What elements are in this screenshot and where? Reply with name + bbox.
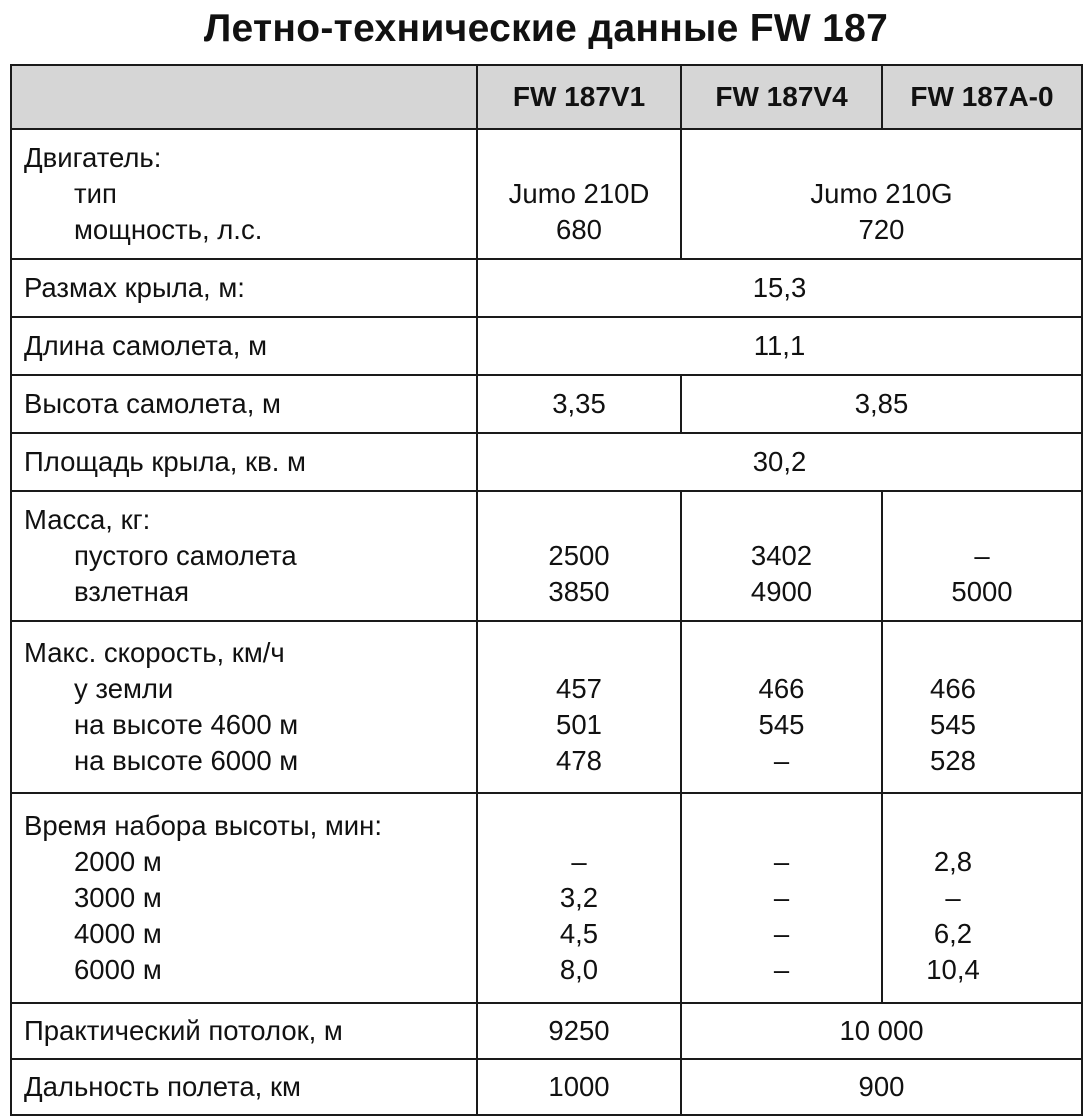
climb-3000-label: 3000 м	[74, 882, 162, 913]
table-row-climb	[11, 793, 1082, 1003]
mass-a0-takeoff: 5000	[951, 576, 1013, 607]
speed-v4-ground: 466	[758, 673, 805, 704]
speed-ground-label: у земли	[74, 673, 174, 704]
speed-label: Макс. скорость, км/ч	[24, 637, 285, 668]
engine-power-label: мощность, л.с.	[74, 214, 263, 245]
climb-v1-cell	[477, 793, 681, 1003]
engine-label: Двигатель:	[24, 142, 162, 173]
speed-4600-label: на высоте 4600 м	[74, 709, 299, 740]
row-label-ceiling: Практический потолок, м	[11, 1003, 477, 1059]
engine-v1-type: Jumo 210D	[508, 178, 650, 209]
speed-v4-6000: –	[773, 745, 790, 776]
row-label-climb	[11, 793, 477, 1003]
table-row-height	[11, 375, 1082, 433]
speed-a0-4600: 545	[930, 709, 976, 740]
climb-v4-cell	[681, 793, 882, 1003]
mass-v1-empty: 2500	[548, 540, 610, 571]
speed-v1-ground: 457	[556, 673, 602, 704]
speed-v1-4600: 501	[556, 709, 602, 740]
table-row-length	[11, 317, 1082, 375]
header-corner-cell	[11, 65, 477, 129]
climb-a0-4000: 6,2	[933, 918, 973, 949]
ceiling-v1-value: 9250	[477, 1003, 681, 1059]
engine-v4a0-type: Jumo 210G	[810, 178, 953, 209]
climb-label: Время набора высоты, мин:	[24, 810, 382, 841]
speed-6000-label: на высоте 6000 м	[74, 745, 299, 776]
table-row-mass	[11, 491, 1082, 621]
table-row-engine	[11, 129, 1082, 259]
climb-4000-label: 4000 м	[74, 918, 162, 949]
speed-v4-4600: 545	[758, 709, 805, 740]
speed-a0-cell	[882, 621, 1082, 793]
mass-a0-empty: –	[974, 540, 990, 571]
table-row-wingspan	[11, 259, 1082, 317]
mass-v1-cell	[477, 491, 681, 621]
mass-v1-takeoff: 3850	[548, 576, 610, 607]
climb-a0-2000: 2,8	[933, 846, 973, 877]
table-row-wing-area	[11, 433, 1082, 491]
column-header-v1: FW 187V1	[477, 65, 681, 129]
engine-v4a0-cell	[681, 129, 1082, 259]
speed-v1-cell	[477, 621, 681, 793]
range-v4a0-value: 900	[681, 1059, 1082, 1115]
length-value: 11,1	[477, 317, 1082, 375]
specs-table	[10, 64, 1083, 1116]
height-v1-value: 3,35	[477, 375, 681, 433]
table-header-row	[11, 65, 1082, 129]
climb-v4-3000: –	[773, 882, 790, 913]
climb-v1-3000: 3,2	[559, 882, 599, 913]
ceiling-v4a0-value: 10 000	[681, 1003, 1082, 1059]
wingspan-value: 15,3	[477, 259, 1082, 317]
engine-v4a0-power: 720	[858, 214, 905, 245]
column-header-a0: FW 187A-0	[882, 65, 1082, 129]
climb-a0-3000: –	[945, 882, 961, 913]
mass-empty-label: пустого самолета	[74, 540, 297, 571]
climb-v4-6000: –	[773, 954, 790, 985]
speed-a0-ground: 466	[930, 673, 976, 704]
row-label-height: Высота самолета, м	[11, 375, 477, 433]
climb-a0-6000: 10,4	[926, 954, 980, 985]
climb-a0-cell	[882, 793, 1082, 1003]
climb-v1-2000: –	[571, 846, 587, 877]
climb-v4-2000: –	[773, 846, 790, 877]
engine-v1-power: 680	[556, 214, 602, 245]
table-row-speed	[11, 621, 1082, 793]
column-header-v4: FW 187V4	[681, 65, 882, 129]
speed-v4-cell	[681, 621, 882, 793]
row-label-wing-area: Площадь крыла, кв. м	[11, 433, 477, 491]
mass-v4-cell	[681, 491, 882, 621]
climb-v1-6000: 8,0	[559, 954, 599, 985]
row-label-wingspan: Размах крыла, м:	[11, 259, 477, 317]
speed-a0-6000: 528	[930, 745, 976, 776]
climb-2000-label: 2000 м	[74, 846, 162, 877]
mass-v4-empty: 3402	[750, 540, 813, 571]
engine-v1-cell	[477, 129, 681, 259]
engine-type-label: тип	[74, 178, 117, 209]
row-label-speed	[11, 621, 477, 793]
row-label-engine	[11, 129, 477, 259]
mass-label: Масса, кг:	[24, 504, 151, 535]
mass-v4-takeoff: 4900	[750, 576, 813, 607]
row-label-mass	[11, 491, 477, 621]
table-row-ceiling	[11, 1003, 1082, 1059]
range-v1-value: 1000	[477, 1059, 681, 1115]
climb-v4-4000: –	[773, 918, 790, 949]
wing-area-value: 30,2	[477, 433, 1082, 491]
height-v4a0-value: 3,85	[681, 375, 1082, 433]
climb-v1-4000: 4,5	[559, 918, 599, 949]
speed-v1-6000: 478	[556, 745, 602, 776]
table-row-range	[11, 1059, 1082, 1115]
row-label-range: Дальность полета, км	[11, 1059, 477, 1115]
mass-a0-cell	[882, 491, 1082, 621]
page-title: Летно-технические данные FW 187	[203, 7, 889, 50]
climb-6000-label: 6000 м	[74, 954, 162, 985]
mass-takeoff-label: взлетная	[74, 576, 189, 607]
row-label-length: Длина самолета, м	[11, 317, 477, 375]
